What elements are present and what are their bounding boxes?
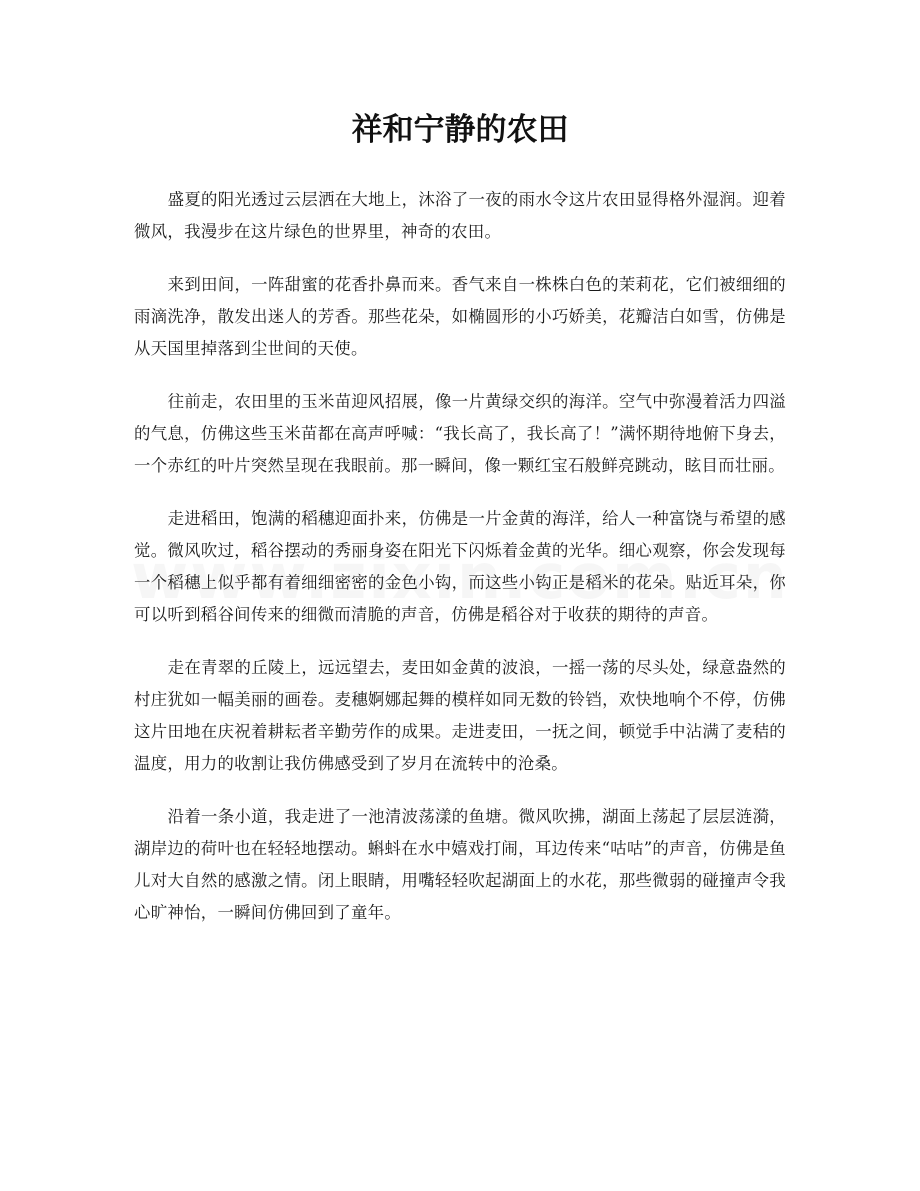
paragraph-4: 走进稻田，饱满的稻穗迎面扑来，仿佛是一片金黄的海洋，给人一种富饶与希望的感觉。微风吹过，稻谷摆动的秀丽身姿在阳光下闪烁着金黄的光华。细心观察，你会发现每一个稻穗上似乎都有着细细密密的金色小钩，而这些小钩正是稻米的花朵。贴近耳朵，你可以听到稻谷间传来的细微而清脆的声音，仿佛是稻谷对于收获的期待的声音。: [134, 509, 786, 624]
paragraph-5: 走在青翠的丘陵上，远远望去，麦田如金黄的波浪，一摇一荡的尽头处，绿意盎然的村庄犹如一幅美丽的画卷。麦穗婀娜起舞的模样如同无数的铃铛，欢快地响个不停，仿佛这片田地在庆祝着耕耘者辛勤劳作的成果。走进麦田，一抚之间，顿觉手中沾满了麦秸的温度，用力的收割让我仿佛感受到了岁月在流转中的沧桑。: [134, 658, 786, 773]
paragraph-3: 往前走，农田里的玉米苗迎风招展，像一片黄绿交织的海洋。空气中弥漫着活力四溢的气息，仿佛这些玉米苗都在高声呼喊：“我长高了，我长高了！”满怀期待地俯下身去，一个赤红的叶片突然呈现在我眼前。那一瞬间，像一颗红宝石般鲜亮跳动，眩目而壮丽。: [134, 392, 786, 475]
document-title: 祥和宁静的农田: [351, 112, 569, 148]
paragraph-2: 来到田间，一阵甜蜜的花香扑鼻而来。香气来自一株株白色的茉莉花，它们被细细的雨滴洗净，散发出迷人的芳香。那些花朵，如椭圆形的小巧娇美，花瓣洁白如雪，仿佛是从天国里掉落到尘世间的天使。: [134, 275, 786, 358]
paragraph-6: 沿着一条小道，我走进了一池清波荡漾的鱼塘。微风吹拂，湖面上荡起了层层涟漪，湖岸边的荷叶也在轻轻地摆动。蝌蚪在水中嬉戏打闹，耳边传来“咕咕”的声音，仿佛是鱼儿对大自然的感激之情。闭上眼睛，用嘴轻轻吹起湖面上的水花，那些微弱的碰撞声令我心旷神怡，一瞬间仿佛回到了童年。: [134, 807, 786, 922]
paragraph-1: 盛夏的阳光透过云层洒在大地上，沐浴了一夜的雨水令这片农田显得格外湿润。迎着微风，我漫步在这片绿色的世界里，神奇的农田。: [134, 190, 786, 241]
document-body: [134, 184, 786, 950]
